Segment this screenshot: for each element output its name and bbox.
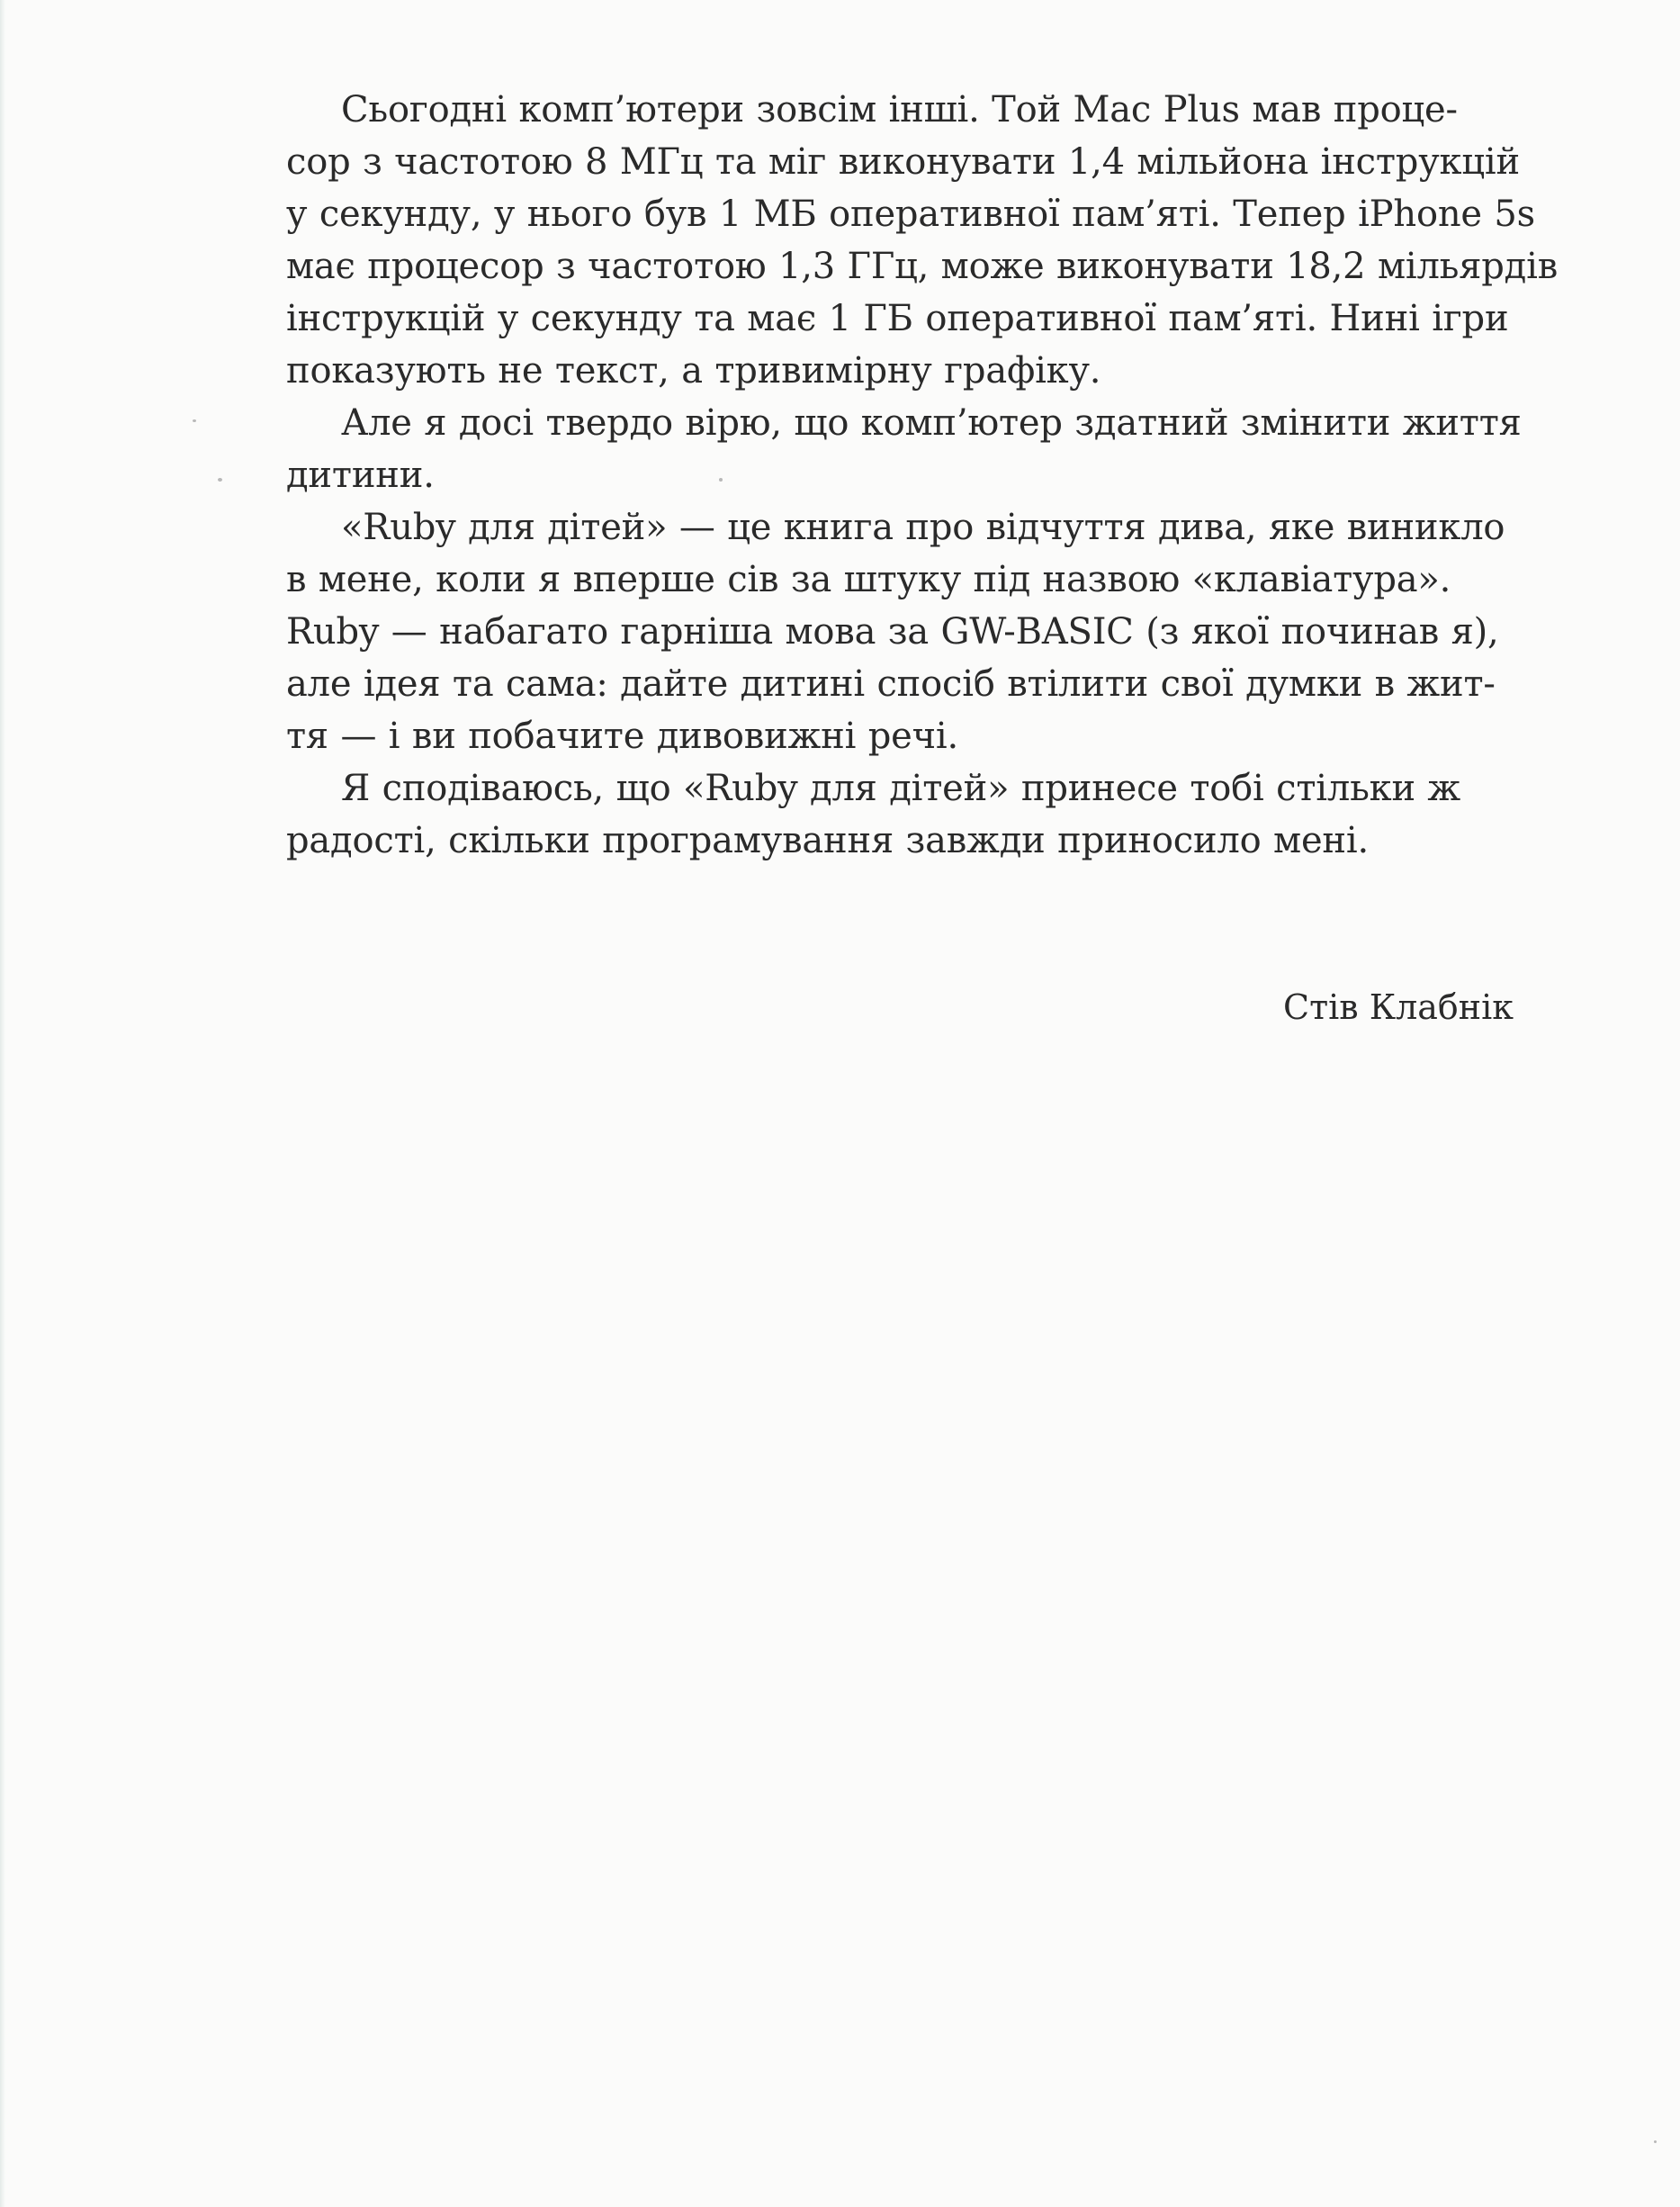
page-edge-shadow (0, 0, 5, 2207)
paragraph-3-line-5: тя — і ви побачите дивовижні речі. (286, 716, 958, 757)
paragraph-3-line-1: «Ruby для дітей» — це книга про відчуття дива, яке виникло (341, 507, 1505, 548)
scan-speck (193, 419, 196, 422)
scan-speck (1654, 2140, 1657, 2143)
scan-speck (719, 478, 723, 482)
paragraph-1-line-4: має процесор з частотою 1,3 ГГц, може виконувати 18,2 мільярдів (286, 246, 1559, 287)
author-signature: Стів Клабнік (1283, 987, 1514, 1027)
paragraph-2-line-1: Але я досі твердо вірю, що комп’ютер здатний змінити життя (341, 402, 1522, 444)
paragraph-2-line-2: дитини. (286, 455, 435, 496)
scan-speck (218, 478, 222, 482)
paragraph-1-line-3: у секунду, у нього був 1 МБ оперативної пам’яті. Тепер iPhone 5s (286, 194, 1535, 235)
paragraph-1-line-2: сор з частотою 8 МГц та міг виконувати 1,4 мільйона інструкцій (286, 141, 1520, 183)
paragraph-1-line-1: Сьогодні комп’ютери зовсім інші. Той Mac Plus мав проце- (341, 89, 1458, 131)
paragraph-4-line-2: радості, скільки програмування завжди приносило мені. (286, 820, 1369, 861)
body-text (286, 84, 1559, 867)
paragraph-3-line-3: Ruby — набагато гарніша мова за GW-BASIC (з якої починав я), (286, 611, 1499, 653)
paragraph-3-line-4: але ідея та сама: дайте дитині спосіб втілити свої думки в жит- (286, 663, 1496, 705)
paragraph-3-line-2: в мене, коли я вперше сів за штуку під назвою «клавіатура». (286, 559, 1451, 600)
paragraph-1-line-6: показують не текст, а тривимірну графіку. (286, 350, 1101, 392)
paragraph-4-line-1: Я сподіваюсь, що «Ruby для дітей» принесе тобі стільки ж (341, 768, 1461, 809)
paragraph-1-line-5: інструкцій у секунду та має 1 ГБ оперативної пам’яті. Нині ігри (286, 298, 1509, 339)
